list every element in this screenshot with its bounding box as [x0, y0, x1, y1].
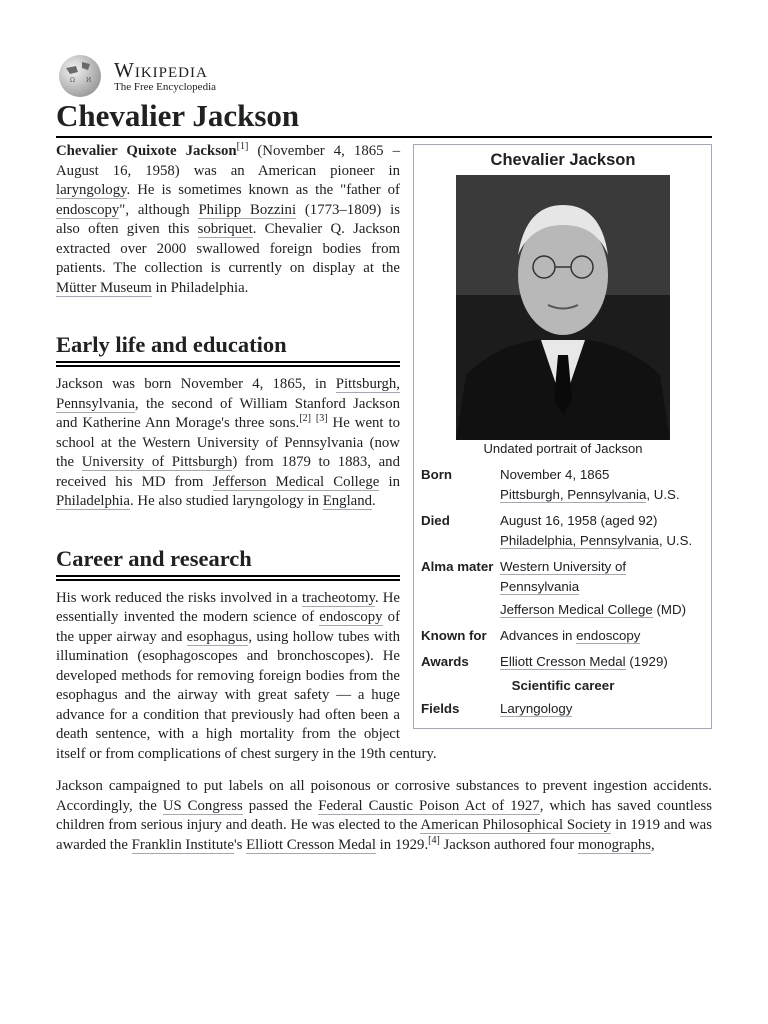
- text: . He essentially invented the modern science of: [56, 589, 400, 625]
- article-link[interactable]: Franklin Institute: [131, 836, 234, 853]
- section-heading: Career and research: [56, 545, 400, 581]
- article-link[interactable]: Mütter Museum: [56, 279, 152, 296]
- infobox-value-line: [500, 600, 705, 620]
- article-link[interactable]: University of Pittsburgh: [81, 454, 233, 470]
- infobox-value: [500, 626, 705, 646]
- article-link[interactable]: Jefferson Medical College: [212, 473, 380, 490]
- infobox-value-line: [500, 652, 705, 672]
- infobox-label: Born: [421, 467, 453, 482]
- page-title: Chevalier Jackson: [56, 98, 712, 138]
- article-link[interactable]: Pittsburgh, Pennsylvania: [500, 487, 647, 502]
- text: , U.S.: [658, 533, 693, 548]
- article-link[interactable]: sobriquet: [197, 221, 253, 237]
- infobox-value-line: [500, 511, 705, 531]
- article-link[interactable]: US Congress: [162, 797, 243, 814]
- article-link[interactable]: Laryngology: [500, 701, 573, 716]
- article: [56, 54, 712, 855]
- article-link[interactable]: laryngology: [56, 182, 127, 198]
- infobox-value: [500, 557, 705, 620]
- text: passed the: [242, 797, 319, 814]
- article-link[interactable]: Elliott Cresson Medal: [246, 836, 376, 853]
- portrait-caption: Undated portrait of Jackson: [483, 441, 643, 456]
- text: His work reduced the risks involved in a: [56, 589, 302, 606]
- text: , U.S.: [646, 487, 680, 502]
- text: Advances in: [500, 628, 577, 643]
- article-link[interactable]: Philadelphia: [56, 493, 130, 509]
- text: November 4, 1865: [500, 467, 610, 482]
- text: in 1919 and was awarded the: [56, 817, 712, 853]
- infobox-value: [500, 465, 705, 505]
- article-link[interactable]: Philadelphia, Pennsylvania: [500, 533, 659, 548]
- infobox-value-line: [500, 465, 705, 485]
- infobox-row: [421, 623, 705, 649]
- article-link[interactable]: Western University of Pennsylvania: [500, 559, 627, 594]
- article-link[interactable]: Philipp Bozzini: [198, 201, 297, 218]
- text: in: [379, 473, 400, 490]
- tagline: The Free Encyclopedia: [114, 80, 217, 93]
- citation-link[interactable]: [1]: [236, 141, 249, 153]
- infobox-row: [421, 554, 705, 623]
- citation-link[interactable]: [3]: [315, 413, 328, 425]
- text: in Philadelphia.: [151, 279, 249, 296]
- article-link[interactable]: endoscopy: [576, 628, 641, 643]
- text: 's: [233, 836, 247, 853]
- text: Jackson was born November 4, 1865, in: [56, 376, 336, 392]
- infobox-value: [500, 699, 705, 719]
- text: . Chevalier Q. Jackson extracted over 2000 swallowed foreign bodies from patients. The collection is currently on display at the: [56, 221, 400, 276]
- text: . He is sometimes known as the "father of: [126, 182, 400, 198]
- wikipedia-globe-icon: [56, 54, 104, 98]
- svg-text:Ω: Ω: [70, 77, 75, 84]
- wikipedia-logo[interactable]: [56, 54, 712, 98]
- citation-link[interactable]: [4]: [428, 834, 440, 846]
- text: (MD): [652, 602, 686, 617]
- text: . He also studied laryngology in: [129, 493, 323, 509]
- bold-text: Chevalier Quixote Jackson: [56, 143, 237, 159]
- infobox-value: [500, 652, 705, 672]
- infobox-section-heading: Scientific career: [511, 678, 615, 693]
- article-link[interactable]: American Philosophical Society: [420, 817, 612, 833]
- text: , the second of William Stanford Jackson and Katherine Ann Morage's three sons.: [56, 395, 400, 431]
- article-link[interactable]: Elliott Cresson Medal: [500, 654, 626, 669]
- infobox-row: [421, 462, 705, 508]
- text: , using hollow tubes with illumination (esophagoscopes and bronchoscopes). He developed methods for removing foreign bodies from the esophagus and the airway with great safety — a huge advance for a condition that previously had often been a death sentence, with a high mortality from the object itself or from complications of chest surgery in the 19th century.: [56, 628, 437, 762]
- text: Jackson authored four: [439, 836, 578, 853]
- text: ,: [651, 836, 655, 853]
- infobox-value: [500, 511, 705, 551]
- article-link[interactable]: endoscopy: [319, 609, 383, 625]
- article-link[interactable]: esophagus: [186, 628, 249, 645]
- infobox: [413, 144, 712, 729]
- infobox-title: Chevalier Jackson: [490, 151, 636, 169]
- text: Jackson campaigned to put labels on all poisonous or corrosive substances to prevent ingestion accidents. Accordingly, the: [56, 778, 712, 814]
- infobox-value-line: [500, 531, 705, 551]
- text: August 16, 1958 (aged 92): [500, 513, 658, 528]
- article-link[interactable]: monographs: [577, 836, 652, 853]
- text: He went to school at the Western University of Pennsylvania (now the: [56, 415, 401, 470]
- citation-link[interactable]: [2]: [299, 413, 311, 425]
- section-heading: Early life and education: [56, 331, 400, 367]
- text: ", although: [119, 201, 199, 218]
- article-link[interactable]: Jefferson Medical College: [500, 602, 653, 617]
- text: (November 4, 1865 – August 16, 1958) was an American pioneer in: [56, 143, 400, 179]
- text: , which has saved countless children from serious injury and death. He was elected to the: [56, 797, 712, 833]
- infobox-value-line: [500, 626, 705, 646]
- text: .: [372, 493, 376, 509]
- infobox-row: [421, 696, 705, 722]
- article-link[interactable]: endoscopy: [56, 201, 120, 218]
- infobox-label: Fields: [421, 701, 460, 716]
- article-link[interactable]: tracheotomy: [302, 589, 375, 606]
- infobox-label: Known for: [421, 628, 487, 643]
- article-link[interactable]: England: [322, 493, 373, 509]
- paragraph: [56, 777, 712, 855]
- infobox-label: Died: [421, 513, 450, 528]
- infobox-row: [421, 649, 705, 675]
- text: (1773–1809) is also often given this: [56, 201, 401, 237]
- infobox-value-line: [500, 485, 705, 505]
- infobox-label: Awards: [421, 654, 469, 669]
- svg-text:И: И: [86, 77, 92, 84]
- infobox-value-line: [500, 557, 705, 597]
- wordmark: Wikipedia: [114, 57, 208, 82]
- text: (1929): [625, 654, 668, 669]
- article-link[interactable]: Pittsburgh, Pennsylvania: [56, 376, 400, 412]
- text: of the upper airway and: [56, 609, 401, 645]
- infobox-label: Alma mater: [421, 559, 494, 574]
- text: in 1929.: [375, 836, 429, 853]
- article-link[interactable]: Federal Caustic Poison Act of 1927: [318, 797, 540, 814]
- infobox-row: [421, 508, 705, 554]
- portrait-image[interactable]: [456, 175, 670, 440]
- text: ) from 1879 to 1883, and received his MD from: [56, 454, 400, 490]
- infobox-value-line: [500, 699, 705, 719]
